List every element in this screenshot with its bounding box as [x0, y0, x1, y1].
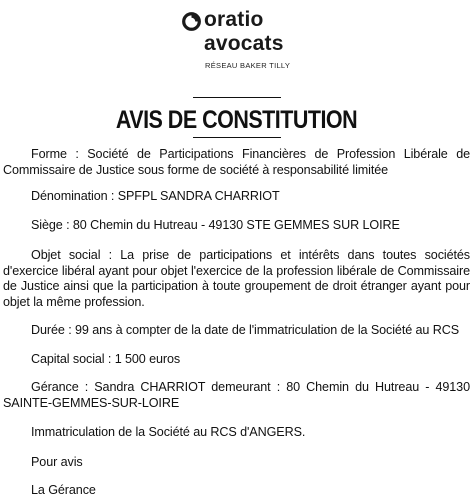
title-rule-bottom [193, 137, 281, 138]
paragraph-objet-social: Objet social : La prise de participations et intérêts dans toutes sociétés d'exercice libéral ayant pour objet l'exercice de la profession libérale de Commissaire de Justice ainsi que la participation à toute groupement de droit étranger ayant pour objet la même profession. [3, 248, 470, 309]
paragraph-gerance: Gérance : Sandra CHARRIOT demeurant : 80 Chemin du Hutreau - 49130 SAINTE-GEMMES-SUR-LOIRE [3, 380, 470, 410]
paragraph-forme: Forme : Société de Participations Financières de Profession Libérale de Commissaire de Justice sous forme de société à responsabilité limitée [3, 147, 470, 177]
paragraph-capital-social: Capital social : 1 500 euros [31, 352, 181, 366]
paragraph-immatriculation: Immatriculation de la Société au RCS d'ANGERS. [31, 425, 306, 439]
paragraph-duree: Durée : 99 ans à compter de la date de l'immatriculation de la Société au RCS [31, 323, 460, 337]
paragraph-denomination: Dénomination : SPFPL SANDRA CHARRIOT [31, 189, 280, 203]
oratio-avocats-logo [182, 9, 322, 81]
paragraph-la-gerance: La Gérance [31, 483, 96, 497]
logo-subtitle: RÉSEAU BAKER TILLY [205, 61, 291, 70]
logo-text-avocats: avocats [204, 32, 284, 55]
oratio-logo-mark-icon [182, 12, 201, 31]
paragraph-pour-avis: Pour avis [31, 455, 83, 469]
title-rule-top [193, 97, 281, 98]
page-title: AVIS DE CONSTITUTION [115, 106, 358, 134]
paragraph-siege: Siège : 80 Chemin du Hutreau - 49130 STE GEMMES SUR LOIRE [31, 218, 400, 232]
logo-text-oratio: oratio [204, 8, 264, 31]
